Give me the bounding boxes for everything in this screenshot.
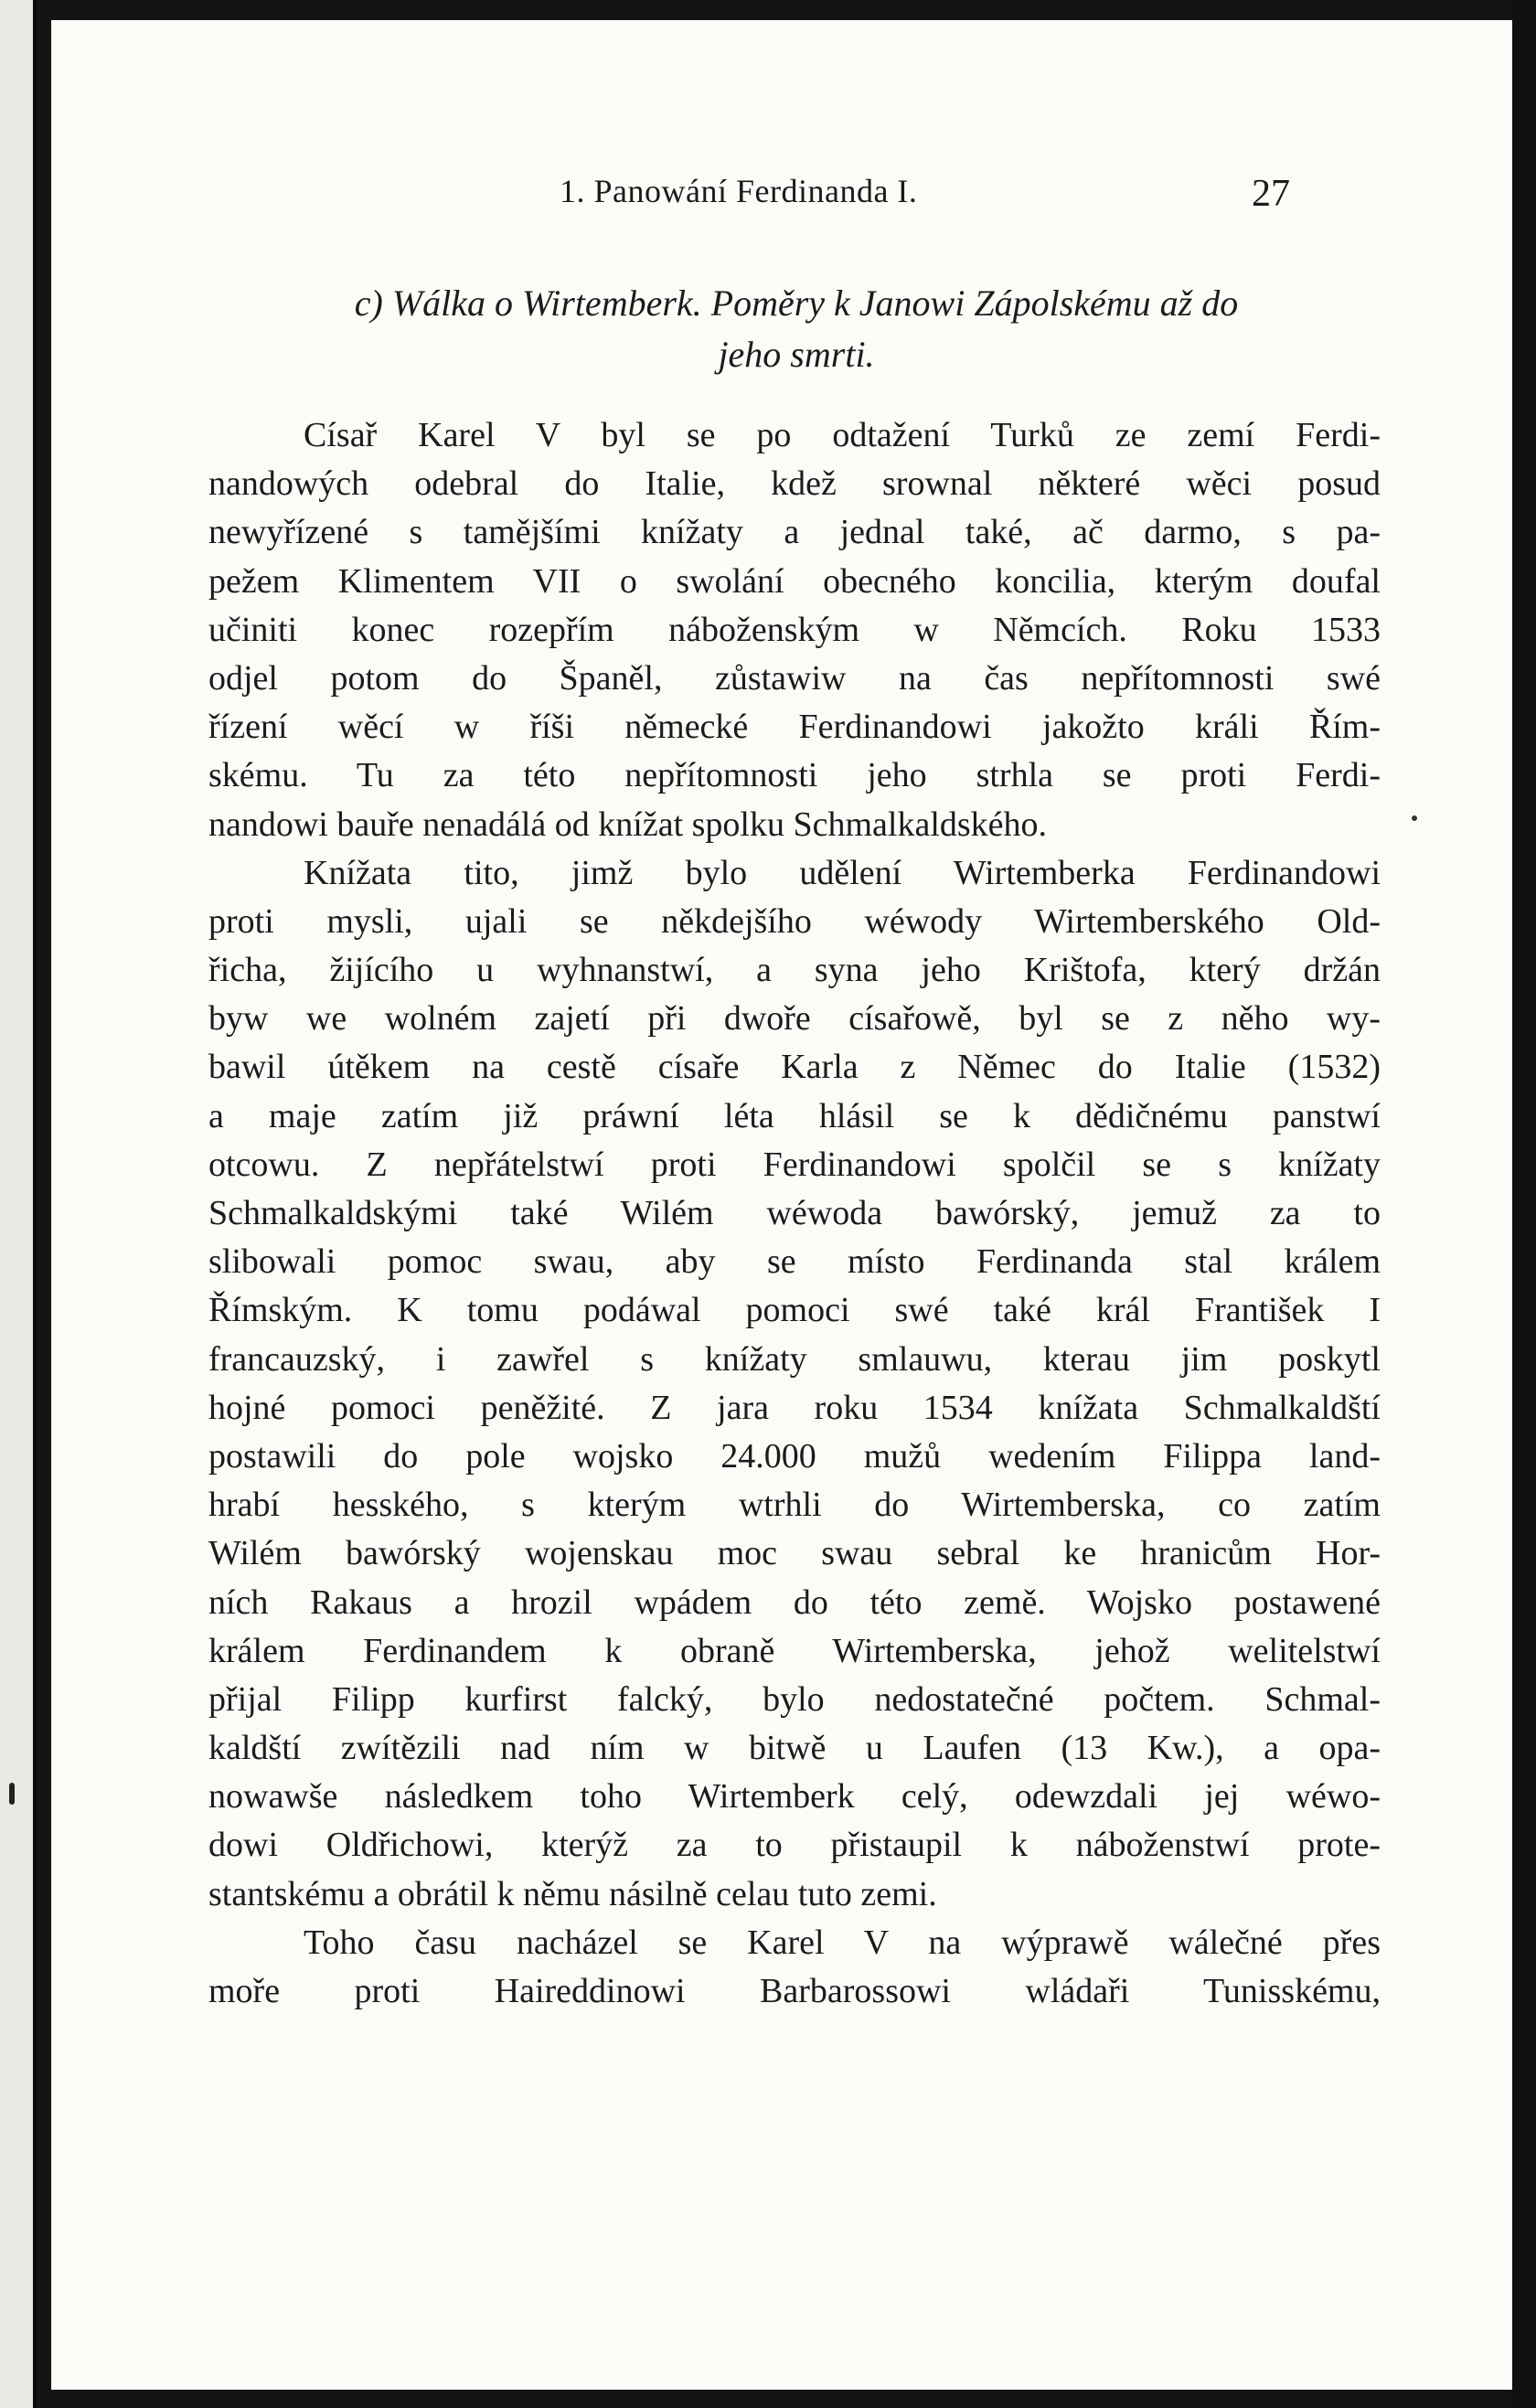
section-heading-line: jeho smrti. bbox=[718, 334, 875, 375]
text-line: nowawše následkem toho Wirtemberk celý, odewzdali jej wéwo- bbox=[208, 1777, 1381, 1817]
scan-speck bbox=[9, 1783, 15, 1805]
text-line: Knížata tito, jimž bylo udělení Wirtemberka Ferdinandowi bbox=[304, 853, 1381, 892]
paragraph bbox=[208, 411, 1381, 849]
text-line: stantskému a obrátil k němu násilně celau tuto zemi. bbox=[208, 1874, 937, 1913]
book-page bbox=[51, 20, 1512, 2390]
running-title: 1. Panowání Ferdinanda I. bbox=[560, 173, 918, 209]
text-line: a maje zatím již práwní léta hlásil se k dědičnému panstwí bbox=[208, 1096, 1381, 1135]
section-heading bbox=[207, 278, 1386, 380]
text-line: otcowu. Z nepřátelstwí proti Ferdinandowi spolčil se s knížaty bbox=[208, 1145, 1381, 1184]
facing-page-edge bbox=[0, 0, 37, 2408]
text-line: slibowali pomoc swau, aby se místo Ferdinanda stal králem bbox=[208, 1242, 1381, 1282]
page-header bbox=[51, 157, 1512, 230]
text-line: dowi Oldřichowi, kterýž za to přistaupil k náboženstwí prote- bbox=[208, 1826, 1381, 1865]
text-line: moře proti Haireddinowi Barbarossowi wládaři Tunisskému, bbox=[208, 1972, 1381, 2010]
text-line: francauzský, i zawřel s knížaty smlauwu, kterau jim poskytl bbox=[208, 1339, 1381, 1379]
paragraph bbox=[208, 849, 1381, 1919]
text-line: nandowi bauře nenadálá od knížat spolku Schmalkaldského. bbox=[208, 804, 1048, 844]
text-line: hrabí hesského, s kterým wtrhli do Wirtemberska, co zatím bbox=[208, 1486, 1381, 1525]
paragraph bbox=[208, 1919, 1381, 2016]
text-line: ních Rakaus a hrozil wpádem do této země. Wojsko postawené bbox=[208, 1582, 1381, 1622]
text-line: Římským. K tomu podáwal pomoci swé také král František I bbox=[208, 1291, 1381, 1330]
text-line: Wilém bawórský wojenskau moc swau sebral ke hranicům Hor- bbox=[208, 1534, 1381, 1573]
text-line: řicha, žijícího u wyhnanstwí, a syna jeho Krištofa, který držán bbox=[208, 951, 1381, 990]
text-line: byw we wolném zajetí při dwoře císařowě, byl se z něho wy- bbox=[208, 999, 1381, 1039]
text-line: bawil útěkem na cestě císaře Karla z Němec do Italie (1532) bbox=[208, 1048, 1381, 1087]
text-line: newyřízené s tamějšími knížaty a jednal také, ač darmo, s pa- bbox=[208, 513, 1381, 552]
text-line: přijal Filipp kurfirst falcký, bylo nedostatečné počtem. Schmal- bbox=[208, 1679, 1381, 1719]
text-line: Toho času nacházel se Karel V na wýprawě wálečné přes bbox=[304, 1923, 1381, 1962]
text-line: králem Ferdinandem k obraně Wirtemberska, jehož welitelstwí bbox=[208, 1631, 1381, 1670]
body-text bbox=[208, 411, 1381, 2016]
scan-border bbox=[1512, 0, 1536, 2408]
text-line: kaldští zwítězili nad ním w bitwě u Laufen (13 Kw.), a opa- bbox=[208, 1729, 1381, 1768]
text-line: řízení wěcí w říši německé Ferdinandowi jakožto králi Řím- bbox=[208, 708, 1381, 747]
text-line: postawili do pole wojsko 24.000 mužů wedením Filippa land- bbox=[208, 1436, 1381, 1476]
text-line: nandowých odebral do Italie, kdež srownal některé wěci posud bbox=[208, 464, 1381, 504]
text-line: proti mysli, ujali se někdejšího wéwody Wirtemberského Old- bbox=[208, 901, 1381, 941]
section-heading-line: c) Wálka o Wirtemberk. Poměry k Janowi Zápolskému až do bbox=[354, 282, 1239, 324]
text-line: odjel potom do Španěl, zůstawiw na čas nepřítomnosti swé bbox=[208, 658, 1381, 698]
text-line: pežem Klimentem VII o swolání obecného koncilia, kterým doufal bbox=[208, 561, 1381, 601]
text-line: skému. Tu za této nepřítomnosti jeho strhla se proti Ferdi- bbox=[208, 756, 1381, 795]
scan-speck bbox=[1412, 815, 1417, 821]
text-line: Císař Karel V byl se po odtažení Turků ze zemí Ferdi- bbox=[304, 416, 1381, 454]
text-line: hojné pomoci peněžité. Z jara roku 1534 knížata Schmalkaldští bbox=[208, 1388, 1381, 1427]
text-line: Schmalkaldskými také Wilém wéwoda bawórský, jemuž za to bbox=[208, 1194, 1381, 1232]
page-number: 27 bbox=[1252, 173, 1290, 215]
text-line: učiniti konec rozepřím náboženským w Němcích. Roku 1533 bbox=[208, 610, 1381, 649]
